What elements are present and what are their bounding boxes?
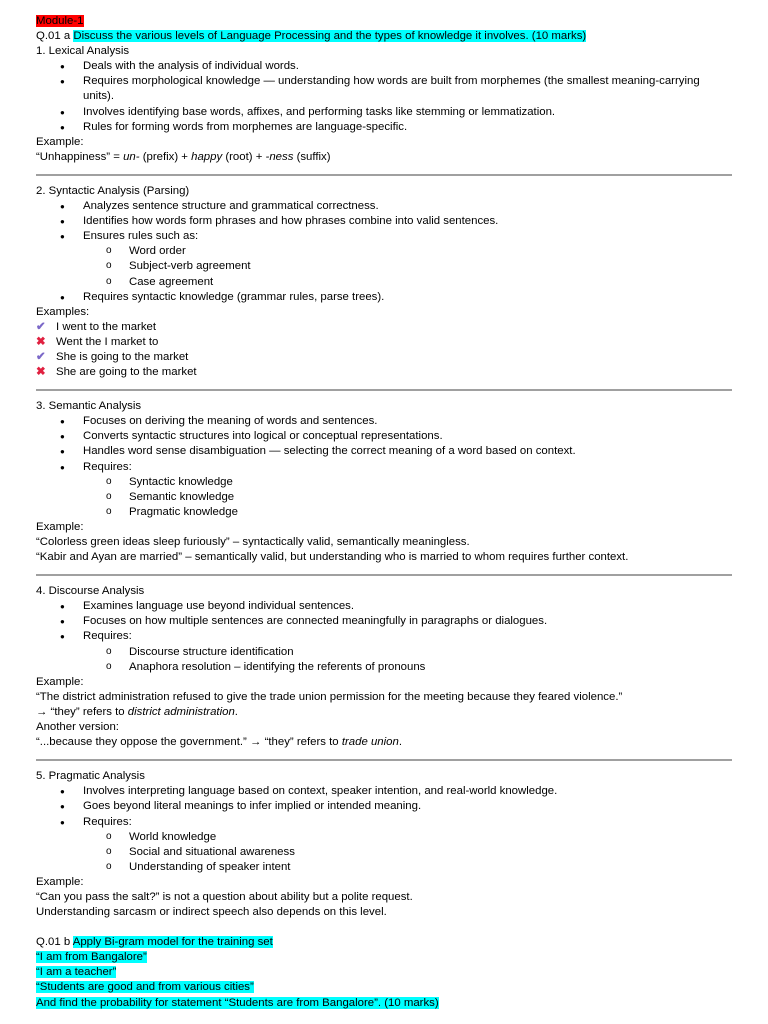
section-title-discourse: 4. Discourse Analysis xyxy=(36,585,145,598)
syntactic-bullets xyxy=(36,199,768,305)
example-text: “...because they oppose the government.” → “they” refers to xyxy=(36,736,342,749)
example-text xyxy=(36,705,768,720)
list-item: ● Deals with the analysis of individual words. xyxy=(36,59,768,74)
example-italic: trade union xyxy=(341,736,399,749)
training-sentence: “I am from Bangalore” xyxy=(36,951,147,964)
section-divider xyxy=(36,389,732,391)
list-item: ● Analyzes sentence structure and grammatical correctness. xyxy=(36,199,768,214)
cross-icon: ✖ xyxy=(36,335,46,348)
question-1b-line xyxy=(36,980,768,995)
sub-list-item: o Understanding of speaker intent xyxy=(36,860,768,875)
list-item: ● Requires syntactic knowledge (grammar rules, parse trees). xyxy=(36,290,768,305)
another-version-label: Another version: xyxy=(36,721,119,734)
question-1b-task: And find the probability for statement “Students are from Bangalore”. (10 marks) xyxy=(36,996,439,1009)
list-item: ● Focuses on deriving the meaning of words and sentences. xyxy=(36,414,768,429)
question-1b-line xyxy=(36,950,768,965)
training-sentence: “Students are good and from various cities” xyxy=(36,981,254,994)
blank-line xyxy=(36,920,768,935)
section-title-lexical: 1. Lexical Analysis xyxy=(36,45,130,58)
example-text: Went the I market to xyxy=(56,335,159,348)
list-item: ● Identifies how words form phrases and how phrases combine into valid sentences. xyxy=(36,214,768,229)
list-item: ● Goes beyond literal meanings to infer implied or intended meaning. xyxy=(36,799,768,814)
pragmatic-bullets xyxy=(36,784,768,875)
example-text: I went to the market xyxy=(56,320,157,333)
sub-list-item: o Case agreement xyxy=(36,275,768,290)
question-1b-text: Apply Bi-gram model for the training set xyxy=(72,936,273,949)
example-text: → “they” refers to xyxy=(36,705,128,718)
example-label: Example: xyxy=(36,520,84,533)
sub-list-item: o Syntactic knowledge xyxy=(36,475,768,490)
check-icon: ✔ xyxy=(36,320,46,333)
section-title-semantic: 3. Semantic Analysis xyxy=(36,400,142,413)
example-label: Example: xyxy=(36,135,84,148)
question-1b xyxy=(36,935,768,950)
example-text: (prefix) + xyxy=(139,150,192,163)
example-text: “Colorless green ideas sleep furiously” – syntactically valid, semantically meaningless. xyxy=(36,536,470,548)
sub-list-item: o Semantic knowledge xyxy=(36,490,768,505)
question-1a-text: Discuss the various levels of Language Processing and the types of knowledge it involves. (10 marks) xyxy=(73,30,587,43)
example-text: Understanding sarcasm or indirect speech also depends on this level. xyxy=(36,906,387,919)
sub-list-item: o Social and situational awareness xyxy=(36,845,768,860)
section-divider xyxy=(36,574,732,576)
list-item: ● Involves identifying base words, affixes, and performing tasks like stemming or lemmatization. xyxy=(36,105,768,120)
semantic-bullets xyxy=(36,414,768,520)
section-title-pragmatic: 5. Pragmatic Analysis xyxy=(36,770,145,783)
list-item: ● Requires: xyxy=(36,629,768,644)
question-1b-prefix: Q.01 b xyxy=(36,936,73,949)
example-italic: un- xyxy=(123,150,140,163)
sub-list-item: o Pragmatic knowledge xyxy=(36,505,768,520)
module-heading-line xyxy=(36,14,768,29)
example-label: Example: xyxy=(36,875,84,888)
example-label: Example: xyxy=(36,675,84,688)
example-italic: district administration xyxy=(127,705,235,718)
list-item: ● Requires: xyxy=(36,460,768,475)
check-icon: ✔ xyxy=(36,350,46,363)
list-item: ● Involves interpreting language based on context, speaker intention, and real-world knowledge. xyxy=(36,784,768,799)
sub-list-item: o World knowledge xyxy=(36,830,768,845)
sub-list-item: o Discourse structure identification xyxy=(36,645,768,660)
example-italic: happy xyxy=(191,150,223,163)
section-divider xyxy=(36,174,732,176)
example-valid xyxy=(36,320,768,335)
example-text: “Can you pass the salt?” is not a question about ability but a polite request. xyxy=(36,890,413,903)
example-text: . xyxy=(398,736,402,749)
list-item: ● Requires: xyxy=(36,815,768,830)
question-1a-prefix: Q.01 a xyxy=(36,30,74,43)
example-text xyxy=(36,735,768,750)
example-invalid xyxy=(36,335,768,350)
sub-list-item: o Anaphora resolution – identifying the referents of pronouns xyxy=(36,660,768,675)
example-text: (root) + xyxy=(222,150,266,163)
question-1b-line xyxy=(36,996,768,1011)
example-text: She are going to the market xyxy=(56,366,197,379)
example-valid xyxy=(36,350,768,365)
cross-icon: ✖ xyxy=(36,366,46,379)
example-text: “Kabir and Ayan are married” – semantically valid, but understanding who is married to whom requires further context. xyxy=(36,551,629,564)
examples-label: Examples: xyxy=(36,305,90,318)
example-italic: -ness xyxy=(265,150,294,163)
example-text: . xyxy=(234,705,238,718)
question-1a xyxy=(36,29,768,44)
example-text: “The district administration refused to give the trade union permission for the meeting because they feared violence.” xyxy=(36,690,623,703)
list-item: ● Handles word sense disambiguation — selecting the correct meaning of a word based on context. xyxy=(36,444,768,459)
list-item: ● Focuses on how multiple sentences are connected meaningfully in paragraphs or dialogues. xyxy=(36,614,768,629)
sub-list-item: o Subject-verb agreement xyxy=(36,259,768,274)
section-divider xyxy=(36,759,732,761)
lexical-bullets xyxy=(36,59,768,134)
list-item: ● Rules for forming words from morphemes are language-specific. xyxy=(36,120,768,135)
example-text: She is going to the market xyxy=(56,350,189,363)
question-1b-line xyxy=(36,965,768,980)
example-text: (suffix) xyxy=(293,150,331,163)
list-item: ● Converts syntactic structures into logical or conceptual representations. xyxy=(36,429,768,444)
training-sentence: “I am a teacher” xyxy=(36,966,117,979)
lexical-example xyxy=(36,150,768,165)
example-text: “Unhappiness” = xyxy=(36,150,124,163)
sub-list-item: o Word order xyxy=(36,244,768,259)
module-heading: Module-1 xyxy=(36,15,84,27)
discourse-bullets xyxy=(36,599,768,674)
list-item: ● Requires morphological knowledge — understanding how words are built from morphemes (the smallest meaning-carrying units). xyxy=(36,74,768,104)
section-title-syntactic: 2. Syntactic Analysis (Parsing) xyxy=(36,184,190,197)
list-item: ● Ensures rules such as: xyxy=(36,229,768,244)
list-item: ● Examines language use beyond individual sentences. xyxy=(36,599,768,614)
example-invalid xyxy=(36,365,768,380)
